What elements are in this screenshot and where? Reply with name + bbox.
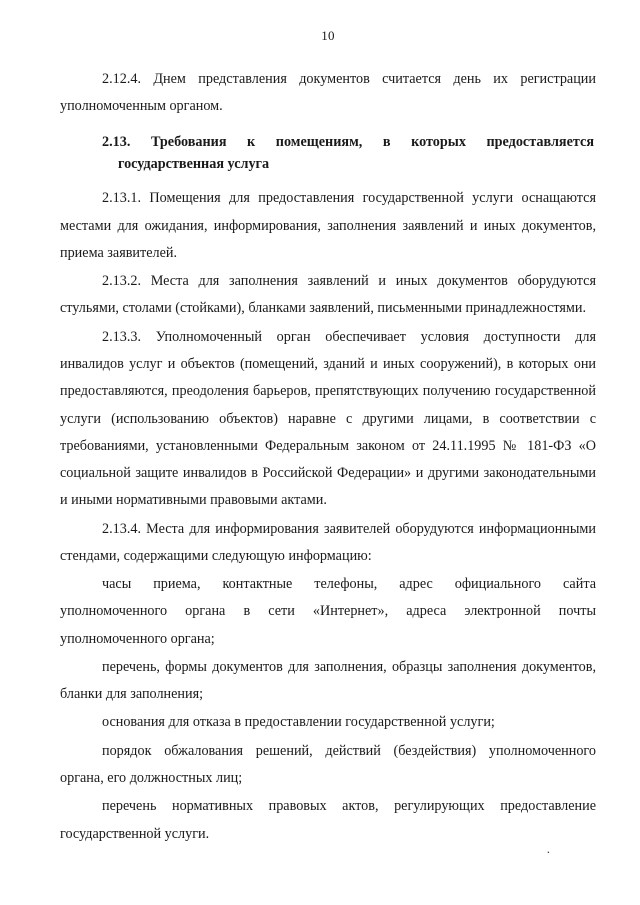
paragraph-info-item-2: перечень, формы документов для заполнения, образцы заполнения документов, бланки для заполнения; [60,658,596,703]
paragraph-2-13-3: 2.13.3. Уполномоченный орган обеспечивает условия доступности для инвалидов услуг и объектов (помещений, зданий и иных сооружений), в которых они предоставляются, преодоления барьеров, препятствующих получению государственной услуги (использованию объектов) наравне с другими лицами, в соответствии с требованиями, установленными Федеральным законом от 24.11.1995 № 181-ФЗ «О социальной защите инвалидов в Российской Федерации» и другими законодательными и иными нормативными правовыми актами. [60,328,596,509]
paragraph-2-13-2: 2.13.2. Места для заполнения заявлений и иных документов оборудуются стульями, столами (стойками), бланками заявлений, письменными принадлежностями. [60,273,596,317]
paragraph-info-item-4: порядок обжалования решений, действий (бездействия) уполномоченного органа, его должностных лиц; [60,742,596,786]
page-number: 10 [321,28,335,43]
section-heading-number: 2.13. [102,133,131,150]
paragraph-info-item-1: часы приема, контактные телефоны, адрес официального сайта уполномоченного органа в сети «Интернет», адреса электронной почты уполномоченного органа; [60,576,596,647]
section-heading-2-13 [60,131,596,176]
section-heading-title: Требования к помещениям, в которых предоставляется государственная услуга [118,133,594,172]
stray-ink-mark: . [546,841,550,856]
paragraph-info-item-5: перечень нормативных правовых актов, регулирующих предоставление государственной услуги. [60,798,596,842]
paragraph-2-13-1: 2.13.1. Помещения для предоставления государственной услуги оснащаются местами для ожидания, информирования, заполнения заявлений и иных документов, приема заявителей. [60,190,596,261]
paragraph-info-item-3: основания для отказа в предоставлении государственной услуги; [102,714,495,731]
paragraph-2-13-4: 2.13.4. Места для информирования заявителей оборудуются информационными стендами, содержащими следующую информацию: [60,520,596,564]
paragraph-2-12-4: 2.12.4. Днем представления документов считается день их регистрации уполномоченным органом. [60,71,596,115]
